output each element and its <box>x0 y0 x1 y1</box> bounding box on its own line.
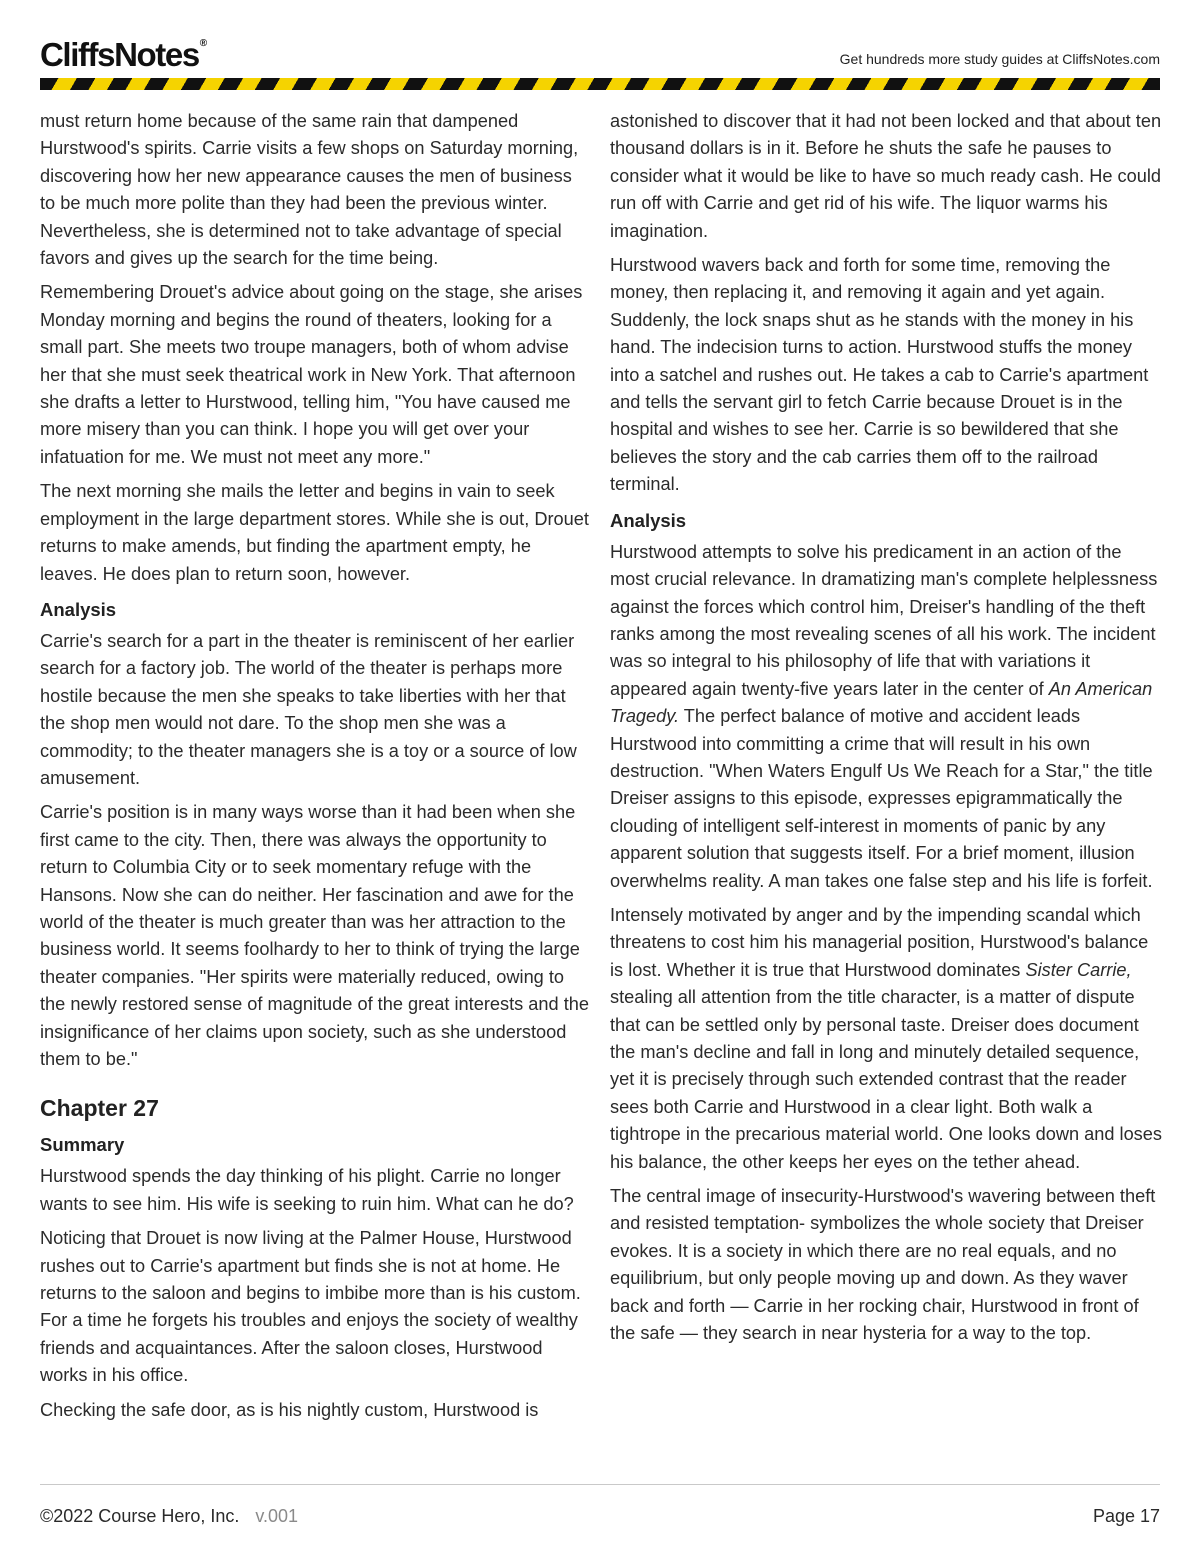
book-title: An American Tragedy. <box>610 678 1153 727</box>
paragraph <box>610 539 1162 895</box>
paragraph <box>610 902 1162 1176</box>
paragraph: Carrie's search for a part in the theater is reminiscent of her earlier search for a factory job. The world of the theater is perhaps more hostile because the men she speaks to take liberties with her that the shop men would not dare. To the shop men she was a commodity; to the theater managers she is a toy or a source of low amusement. <box>40 630 577 788</box>
copyright-text: ©2022 Course Hero, Inc. <box>40 1506 240 1526</box>
section-heading-summary: Summary <box>40 1134 125 1156</box>
left-column <box>40 108 592 1431</box>
hazard-stripe-divider <box>40 78 1160 90</box>
section-heading-analysis: Analysis <box>40 598 117 620</box>
book-title: Sister Carrie, <box>1025 959 1132 980</box>
paragraph: Hurstwood spends the day thinking of his plight. Carrie no longer wants to see him. His wife is seeking to ruin him. What can he do? <box>40 1166 574 1214</box>
chapter-heading: Chapter 27 <box>40 1095 159 1122</box>
paragraph: must return home because of the same rain that dampened Hurstwood's spirits. Carrie visits a few shops on Saturday morning, discovering how her new appearance causes the men of business to be much more polite than they had been the previous winter. Nevertheless, she is determined not to take advantage of special favors and gives up the search for the time being. <box>40 111 579 269</box>
logo-text: CliffsNotes <box>40 36 199 73</box>
paragraph: The next morning she mails the letter and begins in vain to seek employment in the large department stores. While she is out, Drouet returns to make amends, but finding the apartment empty, he leaves. He does plan to return soon, however. <box>40 481 589 584</box>
right-column <box>610 108 1162 1354</box>
section-heading-analysis: Analysis <box>610 509 687 531</box>
paragraph: Noticing that Drouet is now living at the Palmer House, Hurstwood rushes out to Carrie's apartment but finds she is not at home. He returns to the saloon and begins to imbibe more than is his custom. For a time he forgets his troubles and enjoys the society of wealthy friends and acquaintances. After the saloon closes, Hurstwood works in his office. <box>40 1228 581 1386</box>
text-run: The perfect balance of motive and accident leads Hurstwood into committing a crime that will result in his own destruction. "When Waters Engulf Us We Reach for a Star," the title Dreiser assigns to this episode, expresses epigrammatically the clouding of intelligent self-interest in moments of panic by any apparent solution that suggests itself. For a brief moment, illusion overwhelms reality. A man takes one false step and his life is forfeit. <box>610 706 1153 891</box>
cliffsnotes-logo[interactable] <box>40 36 207 74</box>
footer-divider <box>40 1484 1160 1485</box>
header-tagline[interactable]: Get hundreds more study guides at CliffsNotes.com <box>839 51 1160 67</box>
registered-mark: ® <box>199 38 208 49</box>
footer-copyright <box>40 1506 298 1527</box>
text-run: Hurstwood attempts to solve his predicament in an action of the most crucial relevance. In dramatizing man's complete helplessness against the forces which control him, Dreiser's handling of the theft ranks among the most revealing scenes of all his work. The incident was so integral to his philosophy of life that with variations it appeared again twenty-five years later in the center of <box>610 541 1158 699</box>
paragraph: Carrie's position is in many ways worse than it had been when she first came to the city. Then, there was always the opportunity to return to Columbia City or to seek momentary refuge with the Hansons. Now she can do neither. Her fascination and awe for the world of the theater is much greater than was her attraction to the business world. It seems foolhardy to her to think of trying the large theater companies. "Her spirits were materially reduced, owing to the newly restored sense of magnitude of the great interests and the insignificance of her claims upon society, such as she understood them to be." <box>40 802 589 1069</box>
paragraph: Remembering Drouet's advice about going on the stage, she arises Monday morning and begins the round of theaters, looking for a small part. She meets two troupe managers, both of whom advise her that she must seek theatrical work in New York. That afternoon she drafts a letter to Hurstwood, telling him, "You have caused me more misery than you can think. I hope you will get over your infatuation for me. We must not meet any more." <box>40 282 583 467</box>
paragraph: Checking the safe door, as is his nightly custom, Hurstwood is <box>40 1399 539 1420</box>
text-run: Intensely motivated by anger and by the impending scandal which threatens to cost him his managerial position, Hurstwood's balance is lost. Whether it is true that Hurstwood dominates <box>610 904 1149 980</box>
text-run: stealing all attention from the title character, is a matter of dispute that can be settled only by personal taste. Dreiser does document the man's decline and fall in long and minutely detailed sequence, yet it is precisely through such extended contrast that the reader sees both Carrie and Hurstwood in a clear light. Both walk a tightrope in the precarious material world. One looks down and loses his balance, the other keeps her eyes on the tether ahead. <box>610 987 1162 1172</box>
page-number: Page 17 <box>1092 1506 1160 1526</box>
paragraph: astonished to discover that it had not been locked and that about ten thousand dollars is in it. Before he shuts the safe he pauses to consider what it would be like to have so much ready cash. He could run off with Carrie and get rid of his wife. The liquor warms his imagination. <box>610 111 1162 241</box>
paragraph: The central image of insecurity-Hurstwood's wavering between theft and resisted temptation- symbolizes the whole society that Dreiser evokes. It is a society in which there are no real equals, and no equilibrium, but only people moving up and down. As they waver back and forth — Carrie in her rocking chair, Hurstwood in front of the safe — they search in near hysteria for a way to the top. <box>610 1186 1156 1344</box>
paragraph: Hurstwood wavers back and forth for some time, removing the money, then replacing it, and removing it again and yet again. Suddenly, the lock snaps shut as he stands with the money in his hand. The indecision turns to action. Hurstwood stuffs the money into a satchel and rushes out. He takes a cab to Carrie's apartment and tells the servant girl to fetch Carrie because Drouet is in the hospital and wishes to see her. Carrie is so bewildered that she believes the story and the cab carries them off to the railroad terminal. <box>610 255 1149 495</box>
version-label: v.001 <box>255 1506 299 1526</box>
